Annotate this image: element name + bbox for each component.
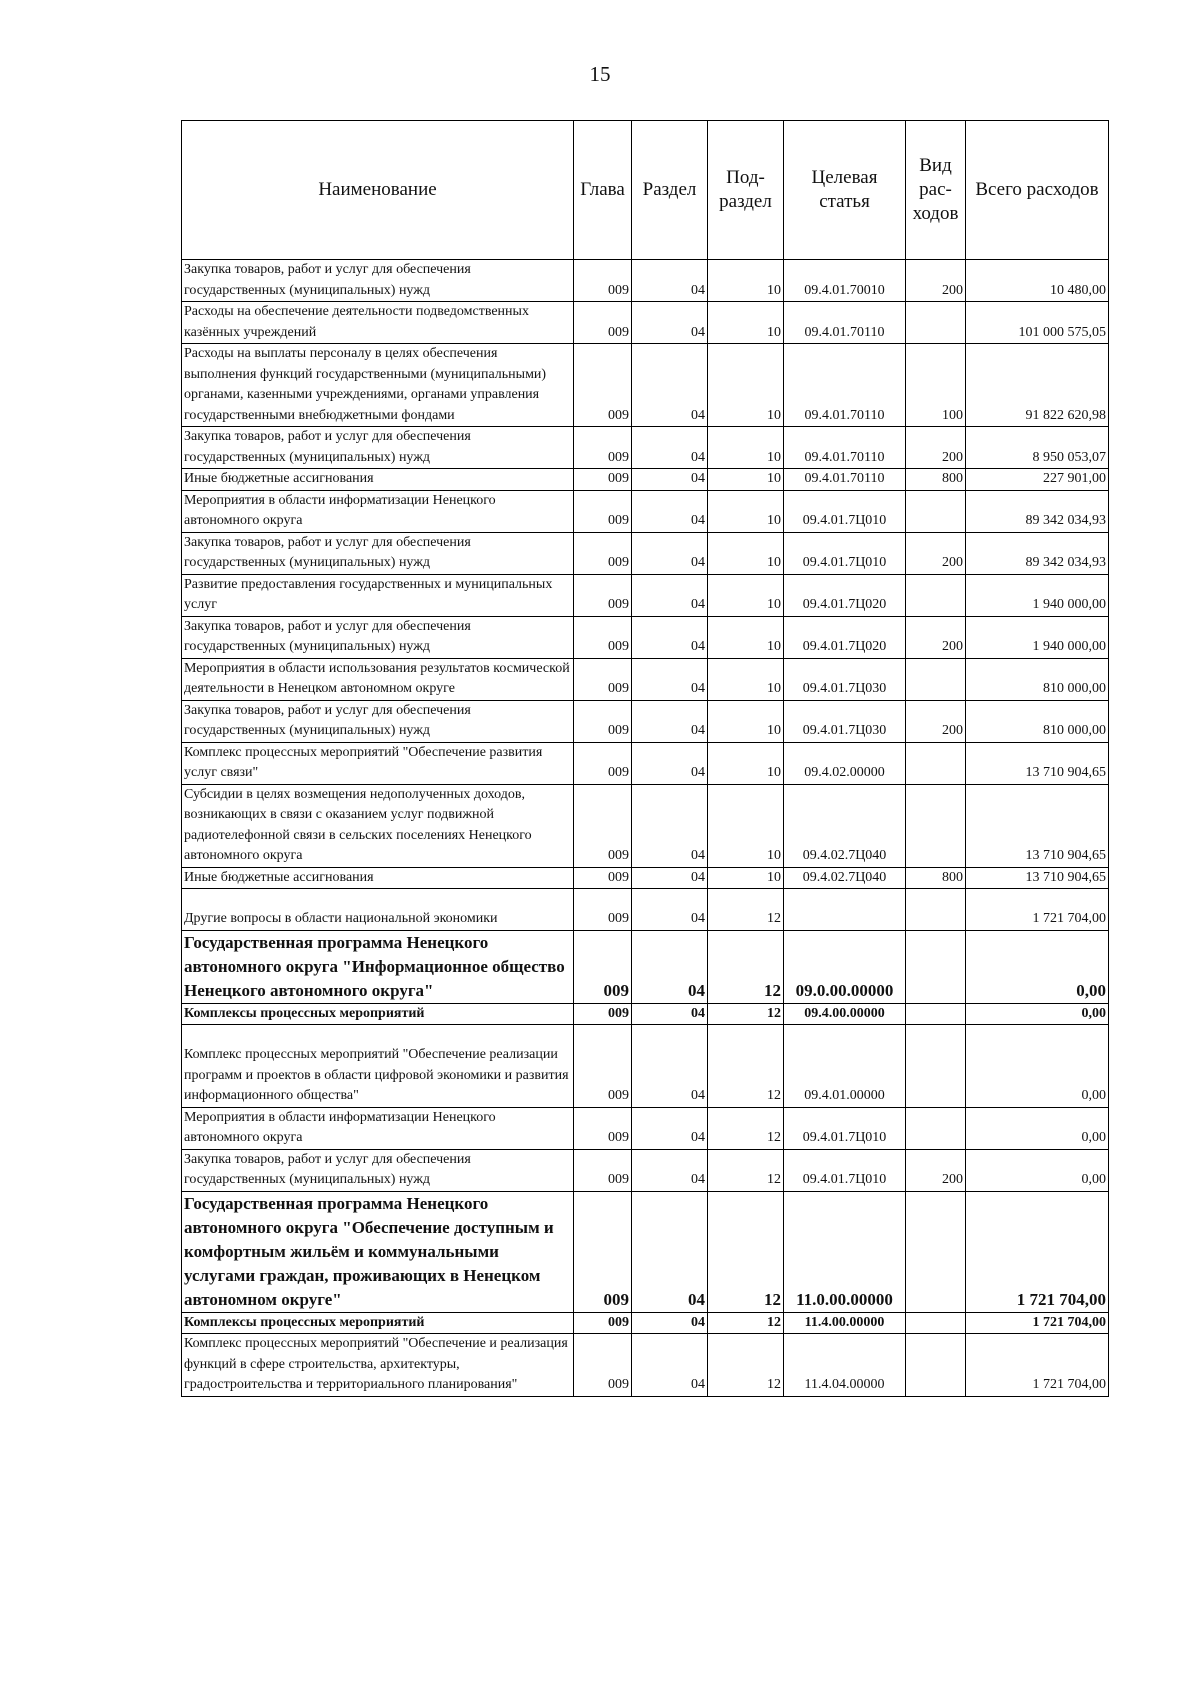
cell-podrazdel: 10 bbox=[708, 532, 784, 574]
table-row bbox=[182, 1312, 1109, 1334]
cell-glava: 009 bbox=[574, 1025, 632, 1108]
cell-name: Развитие предоставления государственных и муниципальных услуг bbox=[182, 574, 574, 616]
cell-celevaya-statya: 09.4.02.7Ц040 bbox=[784, 867, 906, 889]
table-row bbox=[182, 344, 1109, 427]
cell-celevaya-statya: 09.4.01.7Ц010 bbox=[784, 532, 906, 574]
table-row bbox=[182, 616, 1109, 658]
cell-name: Государственная программа Ненецкого автономного округа "Обеспечение доступным и комфортным жильём и коммунальными услугами граждан, проживающих в Ненецком автономном округе" bbox=[182, 1191, 574, 1312]
cell-celevaya-statya: 09.0.00.00000 bbox=[784, 930, 906, 1003]
cell-razdel: 04 bbox=[632, 469, 708, 491]
cell-name: Комплексы процессных мероприятий bbox=[182, 1003, 574, 1025]
cell-podrazdel: 10 bbox=[708, 260, 784, 302]
cell-razdel: 04 bbox=[632, 658, 708, 700]
table-row bbox=[182, 260, 1109, 302]
cell-podrazdel: 10 bbox=[708, 574, 784, 616]
cell-total: 10 480,00 bbox=[966, 260, 1109, 302]
cell-total: 1 721 704,00 bbox=[966, 1334, 1109, 1397]
cell-name: Иные бюджетные ассигнования bbox=[182, 469, 574, 491]
header-razdel: Раздел bbox=[632, 121, 708, 260]
table-row bbox=[182, 490, 1109, 532]
cell-total: 13 710 904,65 bbox=[966, 784, 1109, 867]
cell-podrazdel: 10 bbox=[708, 784, 784, 867]
cell-vid-rashodov bbox=[906, 1334, 966, 1397]
cell-total: 13 710 904,65 bbox=[966, 742, 1109, 784]
table-row bbox=[182, 1025, 1109, 1108]
cell-celevaya-statya: 09.4.01.7Ц020 bbox=[784, 616, 906, 658]
cell-celevaya-statya: 11.0.00.00000 bbox=[784, 1191, 906, 1312]
cell-celevaya-statya: 09.4.02.00000 bbox=[784, 742, 906, 784]
header-vid-rashodov: Вид рас- ходов bbox=[906, 121, 966, 260]
cell-total: 13 710 904,65 bbox=[966, 867, 1109, 889]
cell-podrazdel: 12 bbox=[708, 1312, 784, 1334]
cell-podrazdel: 10 bbox=[708, 427, 784, 469]
cell-celevaya-statya: 09.4.01.70110 bbox=[784, 427, 906, 469]
table-row bbox=[182, 427, 1109, 469]
cell-name: Иные бюджетные ассигнования bbox=[182, 867, 574, 889]
cell-podrazdel: 10 bbox=[708, 344, 784, 427]
cell-vid-rashodov: 200 bbox=[906, 260, 966, 302]
cell-podrazdel: 10 bbox=[708, 469, 784, 491]
cell-name: Мероприятия в области информатизации Ненецкого автономного округа bbox=[182, 1107, 574, 1149]
cell-glava: 009 bbox=[574, 1312, 632, 1334]
cell-total: 89 342 034,93 bbox=[966, 490, 1109, 532]
table-row bbox=[182, 742, 1109, 784]
cell-glava: 009 bbox=[574, 490, 632, 532]
cell-name: Расходы на выплаты персоналу в целях обеспечения выполнения функций государственными (муниципальными) органами, казенными учреждениями, органами управления государственными внебюджетными фондами bbox=[182, 344, 574, 427]
table-row bbox=[182, 1107, 1109, 1149]
cell-vid-rashodov: 800 bbox=[906, 867, 966, 889]
cell-total: 91 822 620,98 bbox=[966, 344, 1109, 427]
cell-celevaya-statya: 09.4.01.70010 bbox=[784, 260, 906, 302]
cell-vid-rashodov bbox=[906, 574, 966, 616]
cell-vid-rashodov bbox=[906, 889, 966, 931]
cell-razdel: 04 bbox=[632, 616, 708, 658]
table-row bbox=[182, 784, 1109, 867]
cell-podrazdel: 12 bbox=[708, 889, 784, 931]
budget-table bbox=[181, 120, 1109, 1397]
header-name: Наименование bbox=[182, 121, 574, 260]
cell-razdel: 04 bbox=[632, 1191, 708, 1312]
cell-podrazdel: 12 bbox=[708, 1025, 784, 1108]
cell-total: 0,00 bbox=[966, 930, 1109, 1003]
cell-podrazdel: 10 bbox=[708, 742, 784, 784]
cell-name: Комплекс процессных мероприятий "Обеспечение и реализация функций в сфере строительства, архитектуры, градостроительства и территориального планирования" bbox=[182, 1334, 574, 1397]
cell-glava: 009 bbox=[574, 1149, 632, 1191]
header-celevaya-statya: Целевая статья bbox=[784, 121, 906, 260]
cell-razdel: 04 bbox=[632, 867, 708, 889]
cell-podrazdel: 10 bbox=[708, 658, 784, 700]
cell-vid-rashodov bbox=[906, 658, 966, 700]
cell-glava: 009 bbox=[574, 700, 632, 742]
table-row bbox=[182, 1149, 1109, 1191]
cell-podrazdel: 12 bbox=[708, 930, 784, 1003]
cell-total: 0,00 bbox=[966, 1025, 1109, 1108]
cell-glava: 009 bbox=[574, 302, 632, 344]
table-row bbox=[182, 867, 1109, 889]
cell-name: Субсидии в целях возмещения недополученных доходов, возникающих в связи с оказанием услуг подвижной радиотелефонной связи в сельских поселениях Ненецкого автономного округа bbox=[182, 784, 574, 867]
cell-name: Мероприятия в области информатизации Ненецкого автономного округа bbox=[182, 490, 574, 532]
table-row bbox=[182, 469, 1109, 491]
cell-razdel: 04 bbox=[632, 302, 708, 344]
cell-vid-rashodov bbox=[906, 1312, 966, 1334]
cell-razdel: 04 bbox=[632, 1149, 708, 1191]
cell-razdel: 04 bbox=[632, 784, 708, 867]
cell-total: 1 940 000,00 bbox=[966, 616, 1109, 658]
table-header-row bbox=[182, 121, 1109, 260]
cell-razdel: 04 bbox=[632, 574, 708, 616]
cell-celevaya-statya: 09.4.01.70110 bbox=[784, 302, 906, 344]
cell-name: Закупка товаров, работ и услуг для обеспечения государственных (муниципальных) нужд bbox=[182, 700, 574, 742]
cell-podrazdel: 10 bbox=[708, 302, 784, 344]
cell-total: 0,00 bbox=[966, 1107, 1109, 1149]
cell-celevaya-statya: 09.4.01.00000 bbox=[784, 1025, 906, 1108]
cell-name: Комплекс процессных мероприятий "Обеспечение развития услуг связи" bbox=[182, 742, 574, 784]
page-number: 15 bbox=[589, 62, 611, 86]
cell-celevaya-statya: 11.4.00.00000 bbox=[784, 1312, 906, 1334]
cell-total: 0,00 bbox=[966, 1003, 1109, 1025]
cell-glava: 009 bbox=[574, 532, 632, 574]
cell-celevaya-statya: 09.4.01.7Ц030 bbox=[784, 700, 906, 742]
cell-name: Другие вопросы в области национальной экономики bbox=[182, 889, 574, 931]
cell-glava: 009 bbox=[574, 930, 632, 1003]
table-row bbox=[182, 889, 1109, 931]
cell-razdel: 04 bbox=[632, 889, 708, 931]
cell-celevaya-statya: 09.4.01.7Ц010 bbox=[784, 490, 906, 532]
cell-vid-rashodov: 100 bbox=[906, 344, 966, 427]
cell-vid-rashodov: 800 bbox=[906, 469, 966, 491]
cell-glava: 009 bbox=[574, 616, 632, 658]
cell-razdel: 04 bbox=[632, 930, 708, 1003]
cell-razdel: 04 bbox=[632, 1312, 708, 1334]
cell-celevaya-statya: 09.4.00.00000 bbox=[784, 1003, 906, 1025]
cell-glava: 009 bbox=[574, 1334, 632, 1397]
cell-vid-rashodov: 200 bbox=[906, 427, 966, 469]
cell-vid-rashodov bbox=[906, 742, 966, 784]
cell-total: 0,00 bbox=[966, 1149, 1109, 1191]
cell-celevaya-statya: 11.4.04.00000 bbox=[784, 1334, 906, 1397]
table-row bbox=[182, 930, 1109, 1003]
table-row bbox=[182, 1334, 1109, 1397]
cell-razdel: 04 bbox=[632, 700, 708, 742]
header-podrazdel: Под- раздел bbox=[708, 121, 784, 260]
table-row bbox=[182, 302, 1109, 344]
cell-razdel: 04 bbox=[632, 490, 708, 532]
cell-total: 810 000,00 bbox=[966, 700, 1109, 742]
cell-name: Государственная программа Ненецкого автономного округа "Информационное общество Ненецкого автономного округа" bbox=[182, 930, 574, 1003]
cell-razdel: 04 bbox=[632, 1003, 708, 1025]
cell-glava: 009 bbox=[574, 1003, 632, 1025]
cell-total: 89 342 034,93 bbox=[966, 532, 1109, 574]
table-row bbox=[182, 574, 1109, 616]
cell-razdel: 04 bbox=[632, 1334, 708, 1397]
cell-glava: 009 bbox=[574, 427, 632, 469]
cell-celevaya-statya: 09.4.01.7Ц010 bbox=[784, 1107, 906, 1149]
table-row bbox=[182, 1003, 1109, 1025]
cell-podrazdel: 10 bbox=[708, 616, 784, 658]
cell-vid-rashodov: 200 bbox=[906, 532, 966, 574]
cell-celevaya-statya: 09.4.01.70110 bbox=[784, 469, 906, 491]
cell-glava: 009 bbox=[574, 1191, 632, 1312]
cell-total: 227 901,00 bbox=[966, 469, 1109, 491]
cell-vid-rashodov bbox=[906, 1191, 966, 1312]
cell-name: Закупка товаров, работ и услуг для обеспечения государственных (муниципальных) нужд bbox=[182, 616, 574, 658]
cell-name: Закупка товаров, работ и услуг для обеспечения государственных (муниципальных) нужд bbox=[182, 260, 574, 302]
cell-vid-rashodov bbox=[906, 930, 966, 1003]
header-glava: Глава bbox=[574, 121, 632, 260]
cell-glava: 009 bbox=[574, 658, 632, 700]
cell-razdel: 04 bbox=[632, 427, 708, 469]
cell-total: 1 721 704,00 bbox=[966, 1191, 1109, 1312]
cell-celevaya-statya: 09.4.01.7Ц020 bbox=[784, 574, 906, 616]
cell-total: 1 940 000,00 bbox=[966, 574, 1109, 616]
cell-vid-rashodov bbox=[906, 1107, 966, 1149]
cell-razdel: 04 bbox=[632, 532, 708, 574]
table-row bbox=[182, 532, 1109, 574]
cell-vid-rashodov bbox=[906, 784, 966, 867]
cell-vid-rashodov bbox=[906, 302, 966, 344]
cell-glava: 009 bbox=[574, 344, 632, 427]
cell-glava: 009 bbox=[574, 742, 632, 784]
cell-podrazdel: 10 bbox=[708, 700, 784, 742]
cell-total: 1 721 704,00 bbox=[966, 1312, 1109, 1334]
header-total: Всего расходов bbox=[966, 121, 1109, 260]
cell-glava: 009 bbox=[574, 574, 632, 616]
cell-glava: 009 bbox=[574, 889, 632, 931]
cell-vid-rashodov: 200 bbox=[906, 1149, 966, 1191]
cell-razdel: 04 bbox=[632, 1025, 708, 1108]
cell-podrazdel: 12 bbox=[708, 1334, 784, 1397]
cell-celevaya-statya bbox=[784, 889, 906, 931]
table-row bbox=[182, 658, 1109, 700]
cell-name: Комплекс процессных мероприятий "Обеспечение реализации программ и проектов в области цифровой экономики и развития информационного общества" bbox=[182, 1025, 574, 1108]
cell-celevaya-statya: 09.4.01.7Ц030 bbox=[784, 658, 906, 700]
cell-celevaya-statya: 09.4.02.7Ц040 bbox=[784, 784, 906, 867]
cell-name: Закупка товаров, работ и услуг для обеспечения государственных (муниципальных) нужд bbox=[182, 427, 574, 469]
table-body bbox=[182, 260, 1109, 1397]
cell-total: 1 721 704,00 bbox=[966, 889, 1109, 931]
cell-total: 810 000,00 bbox=[966, 658, 1109, 700]
cell-name: Закупка товаров, работ и услуг для обеспечения государственных (муниципальных) нужд bbox=[182, 1149, 574, 1191]
table-row bbox=[182, 700, 1109, 742]
cell-total: 101 000 575,05 bbox=[966, 302, 1109, 344]
cell-vid-rashodov bbox=[906, 1025, 966, 1108]
cell-vid-rashodov: 200 bbox=[906, 616, 966, 658]
cell-vid-rashodov: 200 bbox=[906, 700, 966, 742]
cell-name: Комплексы процессных мероприятий bbox=[182, 1312, 574, 1334]
cell-celevaya-statya: 09.4.01.7Ц010 bbox=[784, 1149, 906, 1191]
cell-glava: 009 bbox=[574, 784, 632, 867]
cell-glava: 009 bbox=[574, 260, 632, 302]
cell-podrazdel: 12 bbox=[708, 1191, 784, 1312]
cell-podrazdel: 12 bbox=[708, 1107, 784, 1149]
table-row bbox=[182, 1191, 1109, 1312]
cell-podrazdel: 12 bbox=[708, 1149, 784, 1191]
cell-podrazdel: 12 bbox=[708, 1003, 784, 1025]
cell-total: 8 950 053,07 bbox=[966, 427, 1109, 469]
cell-name: Мероприятия в области использования результатов космической деятельности в Ненецком автономном округе bbox=[182, 658, 574, 700]
cell-podrazdel: 10 bbox=[708, 867, 784, 889]
cell-name: Расходы на обеспечение деятельности подведомственных казённых учреждений bbox=[182, 302, 574, 344]
cell-razdel: 04 bbox=[632, 742, 708, 784]
cell-celevaya-statya: 09.4.01.70110 bbox=[784, 344, 906, 427]
cell-glava: 009 bbox=[574, 469, 632, 491]
cell-vid-rashodov bbox=[906, 1003, 966, 1025]
cell-podrazdel: 10 bbox=[708, 490, 784, 532]
cell-razdel: 04 bbox=[632, 344, 708, 427]
cell-glava: 009 bbox=[574, 867, 632, 889]
cell-razdel: 04 bbox=[632, 1107, 708, 1149]
cell-name: Закупка товаров, работ и услуг для обеспечения государственных (муниципальных) нужд bbox=[182, 532, 574, 574]
cell-glava: 009 bbox=[574, 1107, 632, 1149]
cell-razdel: 04 bbox=[632, 260, 708, 302]
cell-vid-rashodov bbox=[906, 490, 966, 532]
